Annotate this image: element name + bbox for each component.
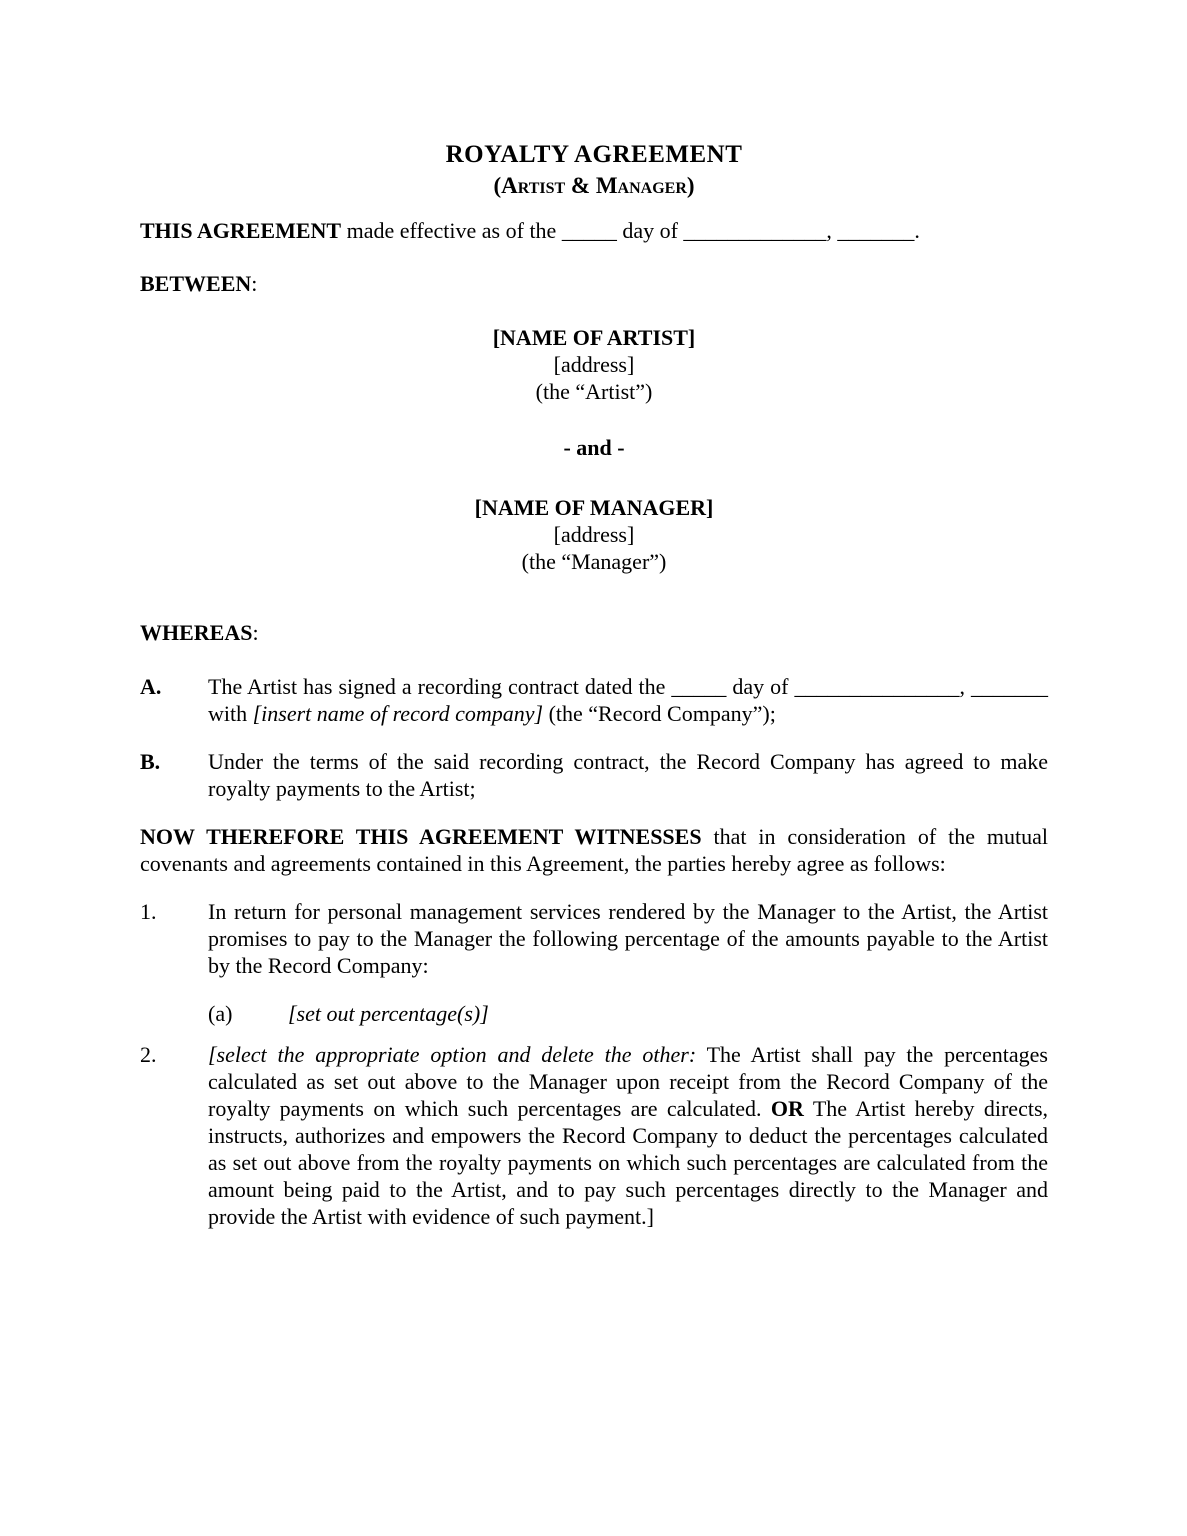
clause-2-option-1-text: The Artist shall pay the percentages calculated as set out above to the Manager upon receipt from the Record Company of the royalty payments on which such percentages are calculated. <box>208 1042 1048 1121</box>
clause-1 <box>140 898 1048 979</box>
manager-name-placeholder: [NAME OF MANAGER] <box>474 495 714 520</box>
clause-2-drafting-note: [select the appropriate option and delete the other: <box>208 1042 697 1067</box>
and-separator: - and - <box>563 435 625 460</box>
clause-2-option-2-text: The Artist hereby directs, instructs, authorizes and empowers the Record Company to deduct the percentages calculated as set out above from the royalty payments on which such percentages are calculated from the amount being paid to the Artist, and to pay such percentages directly to the Manager and provide the Artist with evidence of such payment.] <box>208 1096 1049 1229</box>
recital-a-text-4: (the “Record Company”); <box>543 701 776 726</box>
manager-party-block <box>140 494 1048 575</box>
whereas-colon: : <box>252 620 259 645</box>
recital-a-text-2: day of <box>726 674 795 699</box>
recital-a-text-3: with <box>208 701 253 726</box>
year-blank: _______ <box>837 218 915 243</box>
intro-lead-in: THIS AGREEMENT <box>140 218 342 243</box>
recital-a-year-blank: _______ <box>971 674 1049 699</box>
intro-day-of: day of <box>616 218 684 243</box>
clause-1-number: 1. <box>140 899 157 924</box>
now-therefore-lead-in: NOW THEREFORE THIS AGREEMENT WITNESSES <box>140 824 702 849</box>
artist-party-block <box>140 324 1048 405</box>
manager-address-placeholder: [address] <box>553 522 635 547</box>
clause-1-text: In return for personal management services rendered by the Manager to the Artist, the Artist promises to pay to the Manager the following percentage of the amounts payable to the Artist by the Record Company: <box>208 899 1048 978</box>
between-label: BETWEEN <box>140 271 252 296</box>
artist-alias: (the “Artist”) <box>535 379 653 404</box>
artist-name-placeholder: [NAME OF ARTIST] <box>492 325 696 350</box>
recital-a-month-blank: _______________ <box>794 674 960 699</box>
intro-comma: , <box>826 218 838 243</box>
artist-address-placeholder: [address] <box>553 352 635 377</box>
clause-2-or: OR <box>770 1096 804 1121</box>
recital-a-number: A. <box>140 674 162 699</box>
clause-2 <box>140 1041 1048 1230</box>
recital-b-text: Under the terms of the said recording contract, the Record Company has agreed to make royalty payments to the Artist; <box>208 749 1048 801</box>
month-blank: _____________ <box>683 218 827 243</box>
percentage-placeholder: [set out percentage(s)] <box>288 1001 489 1026</box>
recital-a <box>140 673 1048 727</box>
between-heading <box>140 270 1048 297</box>
intro-clause <box>140 217 1048 244</box>
day-blank: _____ <box>561 218 617 243</box>
record-company-insert-placeholder: [insert name of record company] <box>252 701 544 726</box>
manager-alias: (the “Manager”) <box>521 549 667 574</box>
now-therefore-text: that in consideration of the mutual covenants and agreements contained in this Agreement, the parties hereby agree as follows: <box>140 824 1048 876</box>
intro-period: . <box>914 218 920 243</box>
now-therefore-clause <box>140 823 1048 877</box>
whereas-heading <box>140 619 1048 646</box>
recital-a-text-1: The Artist has signed a recording contract dated the <box>208 674 672 699</box>
whereas-label: WHEREAS <box>140 620 253 645</box>
recital-a-day-blank: _____ <box>671 674 727 699</box>
clause-2-number: 2. <box>140 1042 157 1067</box>
clause-1a <box>140 1000 1048 1027</box>
recital-b <box>140 748 1048 802</box>
recital-b-number: B. <box>140 749 161 774</box>
document-subtitle: (Artist & Manager) <box>493 173 695 198</box>
document-title: ROYALTY AGREEMENT <box>445 141 743 168</box>
clause-1a-number: (a) <box>208 1001 233 1026</box>
intro-text: made effective as of the <box>341 218 562 243</box>
recital-a-comma: , <box>959 674 972 699</box>
between-colon: : <box>251 271 258 296</box>
